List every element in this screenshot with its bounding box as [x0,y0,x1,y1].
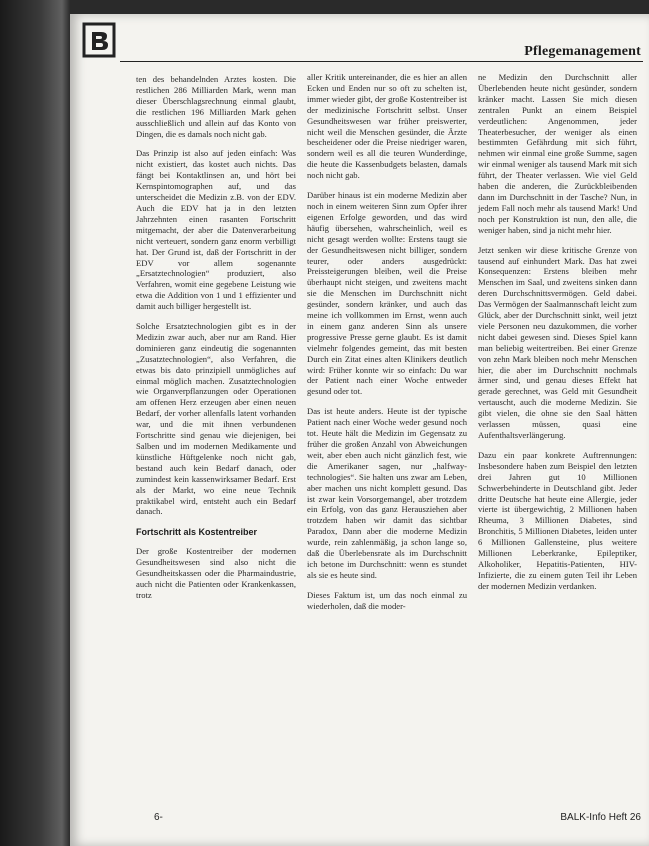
publication-footer: BALK-Info Heft 26 [560,812,641,823]
text-column-3 [478,72,637,601]
paragraph: Das ist heute anders. Heute ist der typische Patient nach einer Woche weder gesund noch tot. Heute hält die Medizin im Gegensatz zu früher die großen Anzahl von Abweichungen weit, aber eben auch nicht gänzlich fest, wie die Amerikaner sagen, nur „halfway-technologies“. Sie halten uns zwar am Leben, aber machen uns nicht komplett gesund. Das ist zwar kein Vorsorgemangel, aber trotzdem ein Erfolg, von das ganz Herausziehen aber trotzdem haben wir damit das sichtbar Paradox, Dann aber die moderne Medizin wurde, rein zahlenmäßig, ja schon lange so, daß die Überlebensrate als im Durchschnitt ich betone im Durchschnitt: wenn es stundet als sie es heute sind. [307,406,467,580]
paragraph: Dieses Faktum ist, um das noch einmal zu wiederholen, daß die moder- [307,589,467,611]
page-number: 6- [154,812,163,823]
paragraph: ten des behandelnden Arztes kosten. Die restlichen 286 Milliarden Mark, wenn man dieser Überschlagsrechnung einmal glaubt, die restlichen 196 Milliarden Mark gehen ausschließlich und allein auf das Konto von Dingen, die es damals noch nicht gab. [136,74,296,139]
text-column-2 [307,72,467,621]
paragraph: ne Medizin den Durchschnitt aller Überlebenden heute nicht gesünder, sondern kränker macht. Lassen Sie mich diesen zentralen Punkt an einem Beispiel verdeutlichen: Angenommen, jeder Theaterbesucher, der weniger als einen bestimmten Gefährdung mit sich führt, nehmen wir einmal eine große Summe, sagen wir einmal weniger als tausend Mark mit sich führt, der Theater verlassen. Wie viel Geld haben die anderen, die Zurückbleibenden dann im Durchschnitt in der Tasche? Nun, in jedem Fall noch mehr als tausend Mark! Und noch per Konstruktion ist nun, den alle, die weniger haben, sind ja nicht mehr hier. [478,72,637,235]
paragraph: Das Prinzip ist also auf jeden einfach: Was nicht existiert, das kostet auch nichts. Das fängt bei Kontaktlinsen an, und hört bei Kernspintomographen auf, und das unterscheidet die Medizin z.B. von der EDV. Auch die EDV hat ja in den letzten Jahrzehnten einen rasanten Fortschritt mitgemacht, der aber die Datenverarbeitung nicht verteuert, sondern ganz enorm verbilligt hat. Der Grund ist, daß der Fortschritt in der EDV vor allem sogenannte „Ersatztechnologien“ produziert, also Verfahren, womit eine gegebene Leistung wie etwa die Addition von 1 und 1 effizienter und damit auch billiger hergestellt ist. [136,148,296,312]
section-title: Pflegemanagement [524,44,641,59]
text-column-1 [136,74,296,610]
paragraph: Dazu ein paar konkrete Auftrennungen: Insbesondere haben zum Beispiel den letzten drei Jahren gut 10 Millionen Schwerbehinderte in Deutschland gibt. Jeder dritte Deutsche hat heute eine Allergie, jeder vierte ist übergewichtig, 2 Millionen haben Rheuma, 3 Millionen Diabetes, sind Bronchitis, 5 Millionen Diabetes, leiden unter 6 Millionen Gallensteine, plus weitere Millionen Leberkranke, Epileptiker, Alkoholiker, Hepatitis-Patienten, HIV-Infizierte, die zu einem guten Teil ihr Leben der modernen Medizin verdanken. [478,449,637,591]
subheading: Fortschritt als Kostentreiber [136,527,258,538]
balk-logo-icon [82,22,118,60]
paragraph: Der große Kostentreiber der modernen Gesundheitswesen sind also nicht die Gesundheitskassen oder die Pharmaindustrie, auch nicht die Patienten oder Krankenkassen, trotz [136,546,296,600]
paragraph: aller Kritik untereinander, die es hier an allen Ecken und Enden nur so oft zu schelten ist, immer wieder gibt, der große Kostentreiber ist der medizinische Fortschritt selbst. Unser Gesundheitswesen war früher preiswerter, nicht weil die Menschen gesünder, die Ärzte bescheidener oder die Preise niedriger waren, sondern weil es all die teuren Wunderdinge, die heute die Kassenbudgets belasten, damals noch nicht gab. [307,72,467,181]
paragraph: Jetzt senken wir diese kritische Grenze von tausend auf einhundert Mark. Das hat zwei Konsequenzen: Erstens bleiben mehr Menschen im Saal, und zweitens sinken dann deren Durchschnittsvermögen. Geld dabei. Das Vermögen der Saalmannschaft leicht zum Glück, aber der Durchschnitt sinkt, weil jetzt viele Personen neu dazukommen, die vorher nicht dabei gewesen sind. Dieses Spiel kann man beliebig weitertreiben. Bei einer Grenze von zehn Mark bleiben noch mehr Menschen hier, die aber im Durchschnitt nochmals ärmer sind, und genau dieses Effekt hat gerade gerechnet, was Geld mit Gesundheit vertauscht, auch die moderne Medizin. Sie gibt vielen, die ohne sie den Saal hätten verlassen müssen, quasi eine Aufenthaltsverlängerung. [478,244,637,440]
header-divider [120,61,643,62]
paragraph: Solche Ersatztechnologien gibt es in der Medizin zwar auch, aber nur am Rand. Hier dominieren ganz eindeutig die sogenannten „Zusatztechnologien“, also Verfahren, die etwas bis dato prinzipiell unmögliches auf einmal möglich machen. Zusatztechnologien wie Organverpflanzungen oder Operationen am offenen Herz erzeugen aber einen neuen Bedarf, der vorher allenfalls latent vorhanden war, und die mit ihnen verbundenen Fortschritte sind genau wie diejenigen, bei Salben und im modernen Medikamente und künstliche Hüftgelenke noch nicht gab, bestand auch kein Bedarf danach, oder zumindest kein kassenwirksamer Bedarf. Erst als der Markt, wo eine neue Technik praktikabel wird, entsteht auch ein Bedarf danach. [136,321,296,517]
paragraph: Darüber hinaus ist ein moderne Medizin aber noch in einem weiteren Sinn zum Opfer ihrer eigenen Erfolge geworden, und das wird häufig übersehen, wahrscheinlich, weil es nicht gesagt werden wollte: Erstens taugt sie der Gesundheitswesen nicht billiger, sondern teurer, oder anders ausgedrückt: Preissteigerungen bleiben, weil die Preise überhaupt nicht steigen, und zweitens macht sie die Menschen im Durchschnitt nicht gesünder, sondern kränker, und auch das meine ich vollkommen im Ernst, wenn auch in einem ganz anderen Sinn als unsere progressive Presse gerne glaubt. Es ist damit vielmehr folgendes gemeint, das mit besten Durch ein Zitat eines alten Klinikers deutlich wird: Früher konnte wir so einfach: Du war der Patient nach einer Woche entweder gesund oder tot. [307,190,467,397]
